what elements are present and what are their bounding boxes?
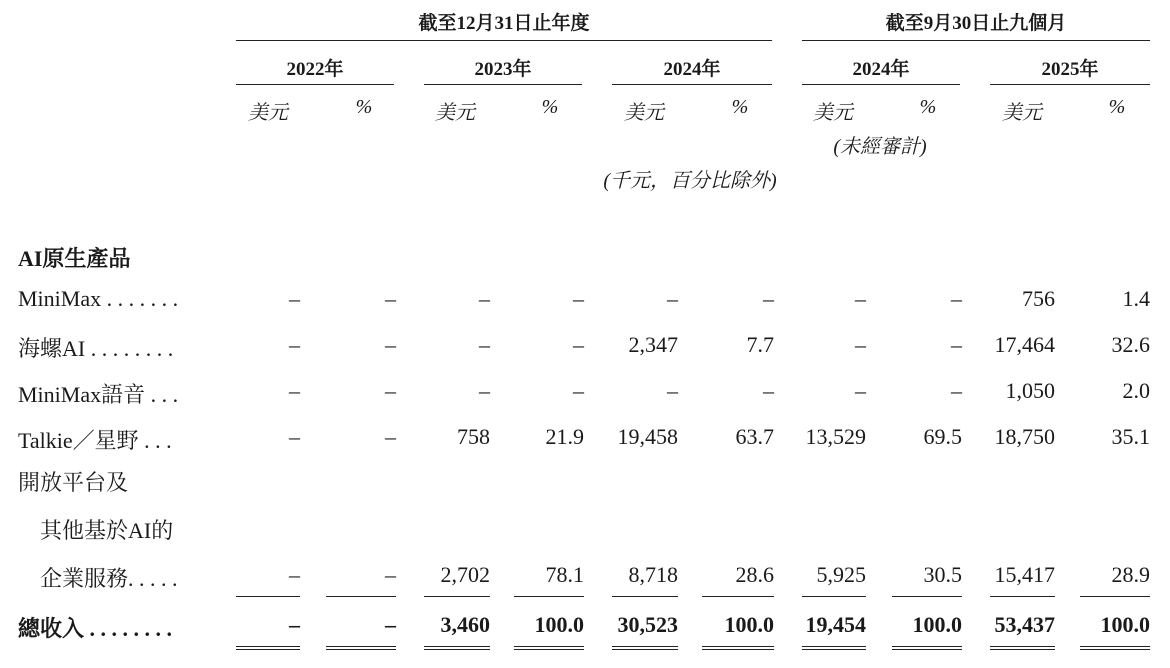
row-3-cell-5: 63.7 [735,424,774,449]
row-0-cell-4: – [667,286,678,311]
year-header-2025-9m: 2025年 [1041,59,1099,80]
total-revenue-label: 總收入 . . . . . . . . [18,616,173,641]
row-0-cell-6: – [855,286,866,311]
unit-pct-2024-9m: % [919,96,937,118]
total-revenue-cell-2: 3,460 [440,612,490,637]
subtotal-underline-6 [802,596,866,597]
section-heading-ai-native: AI原生產品 [18,246,131,271]
open-platform-cell-2: 2,702 [440,562,490,587]
unit-pct-2022: % [355,96,373,118]
row-1-cell-9: 32.6 [1111,332,1150,357]
row-3-cell-4: 19,458 [617,424,678,449]
row-1-cell-2: – [479,332,490,357]
row-2-cell-9: 2.0 [1122,378,1150,403]
subtotal-underline-1 [326,596,396,597]
row-0-cell-5: – [763,286,774,311]
row-0-cell-1: – [385,286,396,311]
row-3-cell-2: 758 [457,424,490,449]
row-0-cell-7: – [951,286,962,311]
row-0-cell-9: 1.4 [1122,286,1150,311]
unit-pct-2023: % [541,96,559,118]
row-1-cell-5: 7.7 [746,332,774,357]
total-double-underline-9 [1080,646,1150,650]
row-3-cell-9: 35.1 [1111,424,1150,449]
row-1-cell-4: 2,347 [628,332,678,357]
total-revenue-cell-5: 100.0 [724,612,774,637]
year-header-2023: 2023年 [474,59,532,80]
nine-month-group-rule [802,40,1150,41]
unaudited-note: (未經審計) [833,136,927,158]
row-3-cell-3: 21.9 [545,424,584,449]
unit-pct-2024: % [731,96,749,118]
row-label-2: MiniMax語音 . . . [18,382,179,407]
subtotal-underline-8 [990,596,1055,597]
total-revenue-cell-1: – [385,612,396,637]
unit-pct-2025-9m: % [1108,96,1126,118]
open-platform-cell-8: 15,417 [994,562,1055,587]
row-label-3: Talkie／星野 . . . [18,428,172,453]
unit-usd-2023: 美元 [435,102,475,124]
row-2-cell-1: – [385,378,396,403]
open-platform-cell-4: 8,718 [628,562,678,587]
year-rule-2023 [424,84,582,85]
row-3-cell-7: 69.5 [923,424,962,449]
unit-usd-2025-9m: 美元 [1002,102,1042,124]
total-double-underline-3 [514,646,584,650]
year-header-2024-9m: 2024年 [852,59,910,80]
row-2-cell-2: – [479,378,490,403]
year-rule-2024 [612,84,772,85]
open-platform-cell-7: 30.5 [923,562,962,587]
row-label-0: MiniMax . . . . . . . [18,286,179,311]
year-rule-2025-9m [990,84,1150,85]
row-2-cell-6: – [855,378,866,403]
total-double-underline-5 [702,646,774,650]
year-rule-2024-9m [802,84,960,85]
subtotal-underline-9 [1080,596,1150,597]
row-3-cell-6: 13,529 [805,424,866,449]
row-1-cell-3: – [573,332,584,357]
subtotal-underline-3 [514,596,584,597]
row-0-cell-8: 756 [1022,286,1055,311]
row-2-cell-3: – [573,378,584,403]
total-revenue-cell-7: 100.0 [912,612,962,637]
row-1-cell-0: – [289,332,300,357]
unit-note: (千元，百分比除外) [603,170,777,192]
row-3-cell-8: 18,750 [994,424,1055,449]
total-double-underline-6 [802,646,866,650]
subtotal-underline-5 [702,596,774,597]
year-header-2024: 2024年 [663,59,721,80]
total-double-underline-8 [990,646,1055,650]
total-double-underline-2 [424,646,490,650]
open-platform-cell-1: – [385,562,396,587]
row-2-cell-0: – [289,378,300,403]
row-2-cell-5: – [763,378,774,403]
total-revenue-cell-6: 19,454 [805,612,866,637]
total-revenue-cell-3: 100.0 [534,612,584,637]
open-platform-cell-6: 5,925 [816,562,866,587]
row-2-cell-8: 1,050 [1005,378,1055,403]
total-double-underline-1 [326,646,396,650]
open-platform-label-line1: 開放平台及 [18,470,129,495]
fiscal-year-group-header: 截至12月31日止年度 [418,13,590,34]
unit-usd-2022: 美元 [248,102,288,124]
subtotal-underline-0 [236,596,300,597]
year-header-2022: 2022年 [286,59,344,80]
fiscal-group-rule [236,40,772,41]
open-platform-cell-0: – [289,562,300,587]
row-label-1: 海螺AI . . . . . . . . [18,336,174,361]
row-0-cell-3: – [573,286,584,311]
open-platform-label-line2: 其他基於AI的 [40,518,174,543]
row-1-cell-6: – [855,332,866,357]
row-2-cell-4: – [667,378,678,403]
total-revenue-cell-0: – [289,612,300,637]
row-1-cell-1: – [385,332,396,357]
row-0-cell-2: – [479,286,490,311]
unit-usd-2024-9m: 美元 [813,102,853,124]
row-3-cell-0: – [289,424,300,449]
total-revenue-cell-4: 30,523 [617,612,678,637]
total-revenue-cell-9: 100.0 [1100,612,1150,637]
open-platform-label-line3: 企業服務. . . . . [40,566,178,591]
total-double-underline-4 [612,646,678,650]
subtotal-underline-7 [892,596,962,597]
row-2-cell-7: – [951,378,962,403]
unit-usd-2024: 美元 [624,102,664,124]
year-rule-2022 [236,84,394,85]
nine-month-group-header: 截至9月30日止九個月 [885,13,1067,34]
subtotal-underline-4 [612,596,678,597]
row-1-cell-8: 17,464 [994,332,1055,357]
total-double-underline-7 [892,646,962,650]
open-platform-cell-5: 28.6 [735,562,774,587]
row-1-cell-7: – [951,332,962,357]
total-double-underline-0 [236,646,300,650]
row-0-cell-0: – [289,286,300,311]
row-3-cell-1: – [385,424,396,449]
subtotal-underline-2 [424,596,490,597]
total-revenue-cell-8: 53,437 [994,612,1055,637]
open-platform-cell-3: 78.1 [545,562,584,587]
open-platform-cell-9: 28.9 [1111,562,1150,587]
